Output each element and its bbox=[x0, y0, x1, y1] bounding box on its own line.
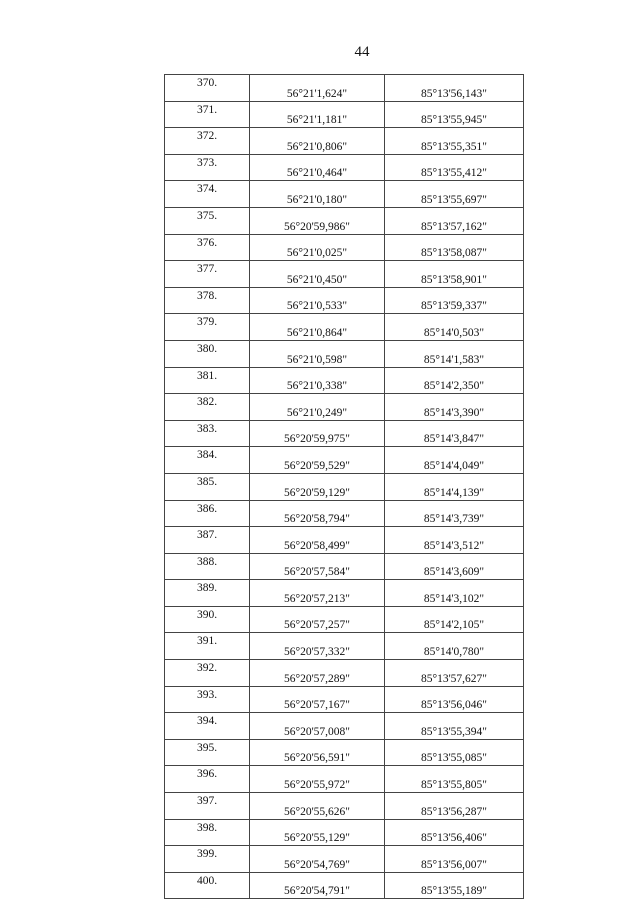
longitude-cell: 85°13'57,162" bbox=[385, 207, 524, 234]
latitude-cell: 56°21'0,864" bbox=[250, 314, 385, 341]
latitude-cell: 56°20'57,213" bbox=[250, 580, 385, 607]
latitude-cell: 56°20'54,791" bbox=[250, 872, 385, 899]
latitude-cell: 56°21'0,025" bbox=[250, 234, 385, 261]
table-row bbox=[165, 819, 524, 846]
point-number-cell: 400. bbox=[165, 872, 250, 899]
point-number-cell: 379. bbox=[165, 314, 250, 341]
point-number-cell: 389. bbox=[165, 580, 250, 607]
table-row bbox=[165, 686, 524, 713]
table-row bbox=[165, 154, 524, 181]
table-row bbox=[165, 340, 524, 367]
table-row bbox=[165, 367, 524, 394]
table-row bbox=[165, 314, 524, 341]
point-number-cell: 375. bbox=[165, 207, 250, 234]
table-row bbox=[165, 580, 524, 607]
longitude-cell: 85°14'2,350" bbox=[385, 367, 524, 394]
table-row bbox=[165, 287, 524, 314]
longitude-cell: 85°14'3,512" bbox=[385, 527, 524, 554]
longitude-cell: 85°14'3,847" bbox=[385, 420, 524, 447]
point-number-cell: 376. bbox=[165, 234, 250, 261]
point-number-cell: 373. bbox=[165, 154, 250, 181]
table-row bbox=[165, 633, 524, 660]
table-row bbox=[165, 181, 524, 208]
table-row bbox=[165, 128, 524, 155]
point-number-cell: 386. bbox=[165, 500, 250, 527]
longitude-cell: 85°13'55,085" bbox=[385, 739, 524, 766]
point-number-cell: 399. bbox=[165, 846, 250, 873]
point-number-cell: 372. bbox=[165, 128, 250, 155]
table-row bbox=[165, 872, 524, 899]
table-row bbox=[165, 234, 524, 261]
point-number-cell: 393. bbox=[165, 686, 250, 713]
coordinates-table-body bbox=[165, 75, 524, 899]
latitude-cell: 56°20'57,008" bbox=[250, 713, 385, 740]
longitude-cell: 85°14'3,390" bbox=[385, 394, 524, 421]
table-row bbox=[165, 660, 524, 687]
page-number: 44 bbox=[354, 44, 370, 60]
point-number-cell: 388. bbox=[165, 553, 250, 580]
latitude-cell: 56°20'57,289" bbox=[250, 660, 385, 687]
table-row bbox=[165, 793, 524, 820]
point-number-cell: 377. bbox=[165, 261, 250, 288]
longitude-cell: 85°13'58,087" bbox=[385, 234, 524, 261]
latitude-cell: 56°20'55,972" bbox=[250, 766, 385, 793]
longitude-cell: 85°13'56,046" bbox=[385, 686, 524, 713]
point-number-cell: 398. bbox=[165, 819, 250, 846]
longitude-cell: 85°14'0,503" bbox=[385, 314, 524, 341]
latitude-cell: 56°21'0,598" bbox=[250, 340, 385, 367]
table-row bbox=[165, 261, 524, 288]
longitude-cell: 85°14'4,049" bbox=[385, 447, 524, 474]
latitude-cell: 56°21'0,249" bbox=[250, 394, 385, 421]
point-number-cell: 396. bbox=[165, 766, 250, 793]
point-number-cell: 371. bbox=[165, 101, 250, 128]
table-row bbox=[165, 473, 524, 500]
point-number-cell: 381. bbox=[165, 367, 250, 394]
longitude-cell: 85°13'55,805" bbox=[385, 766, 524, 793]
point-number-cell: 384. bbox=[165, 447, 250, 474]
table-row bbox=[165, 527, 524, 554]
longitude-cell: 85°14'3,102" bbox=[385, 580, 524, 607]
latitude-cell: 56°21'0,450" bbox=[250, 261, 385, 288]
point-number-cell: 395. bbox=[165, 739, 250, 766]
latitude-cell: 56°21'0,338" bbox=[250, 367, 385, 394]
table-row bbox=[165, 394, 524, 421]
latitude-cell: 56°20'58,499" bbox=[250, 527, 385, 554]
longitude-cell: 85°13'55,412" bbox=[385, 154, 524, 181]
longitude-cell: 85°13'55,945" bbox=[385, 101, 524, 128]
longitude-cell: 85°13'56,007" bbox=[385, 846, 524, 873]
longitude-cell: 85°13'57,627" bbox=[385, 660, 524, 687]
table-row bbox=[165, 606, 524, 633]
latitude-cell: 56°21'1,181" bbox=[250, 101, 385, 128]
latitude-cell: 56°20'59,129" bbox=[250, 473, 385, 500]
point-number-cell: 374. bbox=[165, 181, 250, 208]
longitude-cell: 85°13'56,406" bbox=[385, 819, 524, 846]
longitude-cell: 85°14'4,139" bbox=[385, 473, 524, 500]
point-number-cell: 383. bbox=[165, 420, 250, 447]
longitude-cell: 85°14'2,105" bbox=[385, 606, 524, 633]
longitude-cell: 85°14'3,609" bbox=[385, 553, 524, 580]
latitude-cell: 56°20'57,167" bbox=[250, 686, 385, 713]
longitude-cell: 85°13'55,351" bbox=[385, 128, 524, 155]
latitude-cell: 56°20'59,986" bbox=[250, 207, 385, 234]
table-row bbox=[165, 766, 524, 793]
latitude-cell: 56°21'1,624" bbox=[250, 75, 385, 102]
latitude-cell: 56°20'58,794" bbox=[250, 500, 385, 527]
table-row bbox=[165, 500, 524, 527]
point-number-cell: 378. bbox=[165, 287, 250, 314]
point-number-cell: 380. bbox=[165, 340, 250, 367]
latitude-cell: 56°20'55,129" bbox=[250, 819, 385, 846]
point-number-cell: 387. bbox=[165, 527, 250, 554]
longitude-cell: 85°14'3,739" bbox=[385, 500, 524, 527]
table-row bbox=[165, 846, 524, 873]
longitude-cell: 85°14'1,583" bbox=[385, 340, 524, 367]
latitude-cell: 56°20'59,975" bbox=[250, 420, 385, 447]
latitude-cell: 56°21'0,180" bbox=[250, 181, 385, 208]
latitude-cell: 56°20'57,332" bbox=[250, 633, 385, 660]
longitude-cell: 85°13'55,697" bbox=[385, 181, 524, 208]
latitude-cell: 56°21'0,806" bbox=[250, 128, 385, 155]
latitude-cell: 56°20'57,257" bbox=[250, 606, 385, 633]
latitude-cell: 56°20'57,584" bbox=[250, 553, 385, 580]
longitude-cell: 85°13'56,143" bbox=[385, 75, 524, 102]
latitude-cell: 56°20'59,529" bbox=[250, 447, 385, 474]
table-row bbox=[165, 207, 524, 234]
point-number-cell: 397. bbox=[165, 793, 250, 820]
latitude-cell: 56°21'0,464" bbox=[250, 154, 385, 181]
point-number-cell: 394. bbox=[165, 713, 250, 740]
latitude-cell: 56°20'55,626" bbox=[250, 793, 385, 820]
latitude-cell: 56°21'0,533" bbox=[250, 287, 385, 314]
longitude-cell: 85°14'0,780" bbox=[385, 633, 524, 660]
longitude-cell: 85°13'55,394" bbox=[385, 713, 524, 740]
table-row bbox=[165, 75, 524, 102]
point-number-cell: 385. bbox=[165, 473, 250, 500]
point-number-cell: 370. bbox=[165, 75, 250, 102]
table-row bbox=[165, 447, 524, 474]
point-number-cell: 382. bbox=[165, 394, 250, 421]
table-row bbox=[165, 420, 524, 447]
longitude-cell: 85°13'56,287" bbox=[385, 793, 524, 820]
table-row bbox=[165, 101, 524, 128]
table-row bbox=[165, 713, 524, 740]
table-row bbox=[165, 553, 524, 580]
latitude-cell: 56°20'54,769" bbox=[250, 846, 385, 873]
longitude-cell: 85°13'59,337" bbox=[385, 287, 524, 314]
longitude-cell: 85°13'55,189" bbox=[385, 872, 524, 899]
table-row bbox=[165, 739, 524, 766]
coordinates-table bbox=[164, 74, 524, 899]
point-number-cell: 391. bbox=[165, 633, 250, 660]
latitude-cell: 56°20'56,591" bbox=[250, 739, 385, 766]
point-number-cell: 390. bbox=[165, 606, 250, 633]
point-number-cell: 392. bbox=[165, 660, 250, 687]
longitude-cell: 85°13'58,901" bbox=[385, 261, 524, 288]
